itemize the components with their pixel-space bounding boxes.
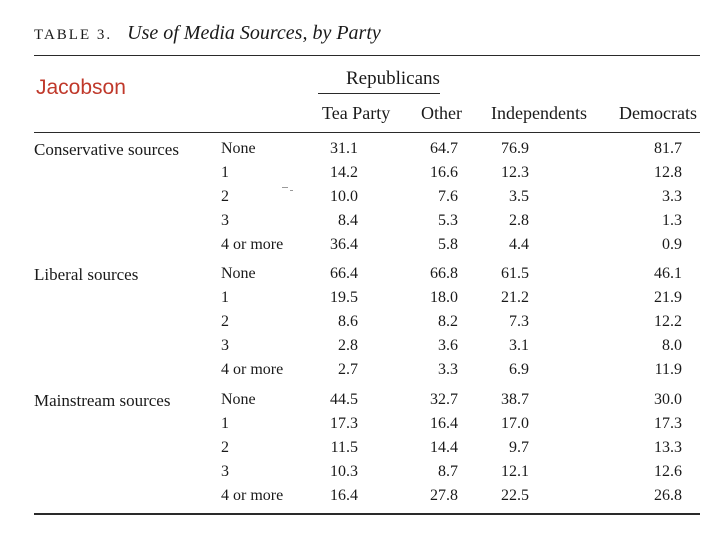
table-cell: 11.5 bbox=[330, 439, 358, 456]
table-cell: 27.8 bbox=[430, 487, 458, 504]
row-label: 1 bbox=[221, 289, 229, 306]
table-cell: 11.9 bbox=[654, 361, 682, 378]
table-cell: 8.0 bbox=[662, 337, 682, 354]
table-cell: 10.0 bbox=[330, 188, 358, 205]
table-cell: 66.4 bbox=[330, 265, 358, 282]
group-label: Conservative sources bbox=[34, 140, 179, 159]
column-heading-independents: Independents bbox=[491, 103, 587, 123]
header-rule bbox=[34, 132, 700, 133]
table-cell: 2.8 bbox=[338, 337, 358, 354]
table-cell: 17.0 bbox=[501, 415, 529, 432]
table-cell: 0.9 bbox=[662, 236, 682, 253]
table-cell: 38.7 bbox=[501, 391, 529, 408]
table-cell: 44.5 bbox=[330, 391, 358, 408]
table-caption bbox=[34, 22, 381, 45]
row-label: 4 or more bbox=[221, 487, 284, 504]
table-cell: 8.2 bbox=[438, 313, 458, 330]
table-cell: 6.9 bbox=[509, 361, 529, 378]
table-cell: 64.7 bbox=[430, 140, 458, 157]
table-cell: 26.8 bbox=[654, 487, 682, 504]
table-cell: 81.7 bbox=[654, 140, 682, 157]
table-cell: 10.3 bbox=[330, 463, 358, 480]
table-cell: 3.1 bbox=[509, 337, 529, 354]
spanner-heading: Republicans bbox=[346, 68, 440, 89]
table-cell: 8.6 bbox=[338, 313, 358, 330]
table-cell: 61.5 bbox=[501, 265, 529, 282]
table-cell: 22.5 bbox=[501, 487, 529, 504]
row-label: None bbox=[221, 265, 256, 282]
table-cell: 18.0 bbox=[430, 289, 458, 306]
table-cell: 31.1 bbox=[330, 140, 358, 157]
scan-mark bbox=[290, 190, 293, 191]
table-cell: 7.6 bbox=[438, 188, 458, 205]
table-cell: 32.7 bbox=[430, 391, 458, 408]
row-label: 2 bbox=[221, 439, 229, 456]
table-cell: 16.4 bbox=[430, 415, 458, 432]
column-heading-democrats: Democrats bbox=[619, 103, 697, 123]
row-label: 2 bbox=[221, 313, 229, 330]
table-cell: 8.4 bbox=[338, 212, 358, 229]
row-label: None bbox=[221, 140, 256, 157]
spanner-rule bbox=[318, 93, 440, 94]
table-cell: 16.4 bbox=[330, 487, 358, 504]
table-cell: 3.6 bbox=[438, 337, 458, 354]
table-cell: 4.4 bbox=[509, 236, 529, 253]
scan-mark bbox=[282, 187, 288, 188]
group-label: Liberal sources bbox=[34, 265, 139, 284]
table-cell: 14.4 bbox=[430, 439, 458, 456]
row-label: 1 bbox=[221, 164, 229, 181]
table-cell: 2.8 bbox=[509, 212, 529, 229]
table-cell: 9.7 bbox=[509, 439, 529, 456]
table-cell: 46.1 bbox=[654, 265, 682, 282]
table-cell: 21.9 bbox=[654, 289, 682, 306]
row-label: 2 bbox=[221, 188, 229, 205]
table-title: Use of Media Sources, by Party bbox=[127, 22, 381, 44]
table-cell: 76.9 bbox=[501, 140, 529, 157]
top-rule bbox=[34, 55, 700, 56]
table-cell: 3.3 bbox=[438, 361, 458, 378]
bottom-rule bbox=[34, 513, 700, 515]
column-heading-other: Other bbox=[421, 103, 462, 123]
table-cell: 12.1 bbox=[501, 463, 529, 480]
author-label: Jacobson bbox=[36, 76, 126, 99]
table-cell: 19.5 bbox=[330, 289, 358, 306]
table-label: TABLE 3. bbox=[34, 27, 113, 43]
table-cell: 16.6 bbox=[430, 164, 458, 181]
row-label: 3 bbox=[221, 212, 229, 229]
table-cell: 3.3 bbox=[662, 188, 682, 205]
table-cell: 12.2 bbox=[654, 313, 682, 330]
table-cell: 7.3 bbox=[509, 313, 529, 330]
row-label: 3 bbox=[221, 463, 229, 480]
table-cell: 12.8 bbox=[654, 164, 682, 181]
table-cell: 30.0 bbox=[654, 391, 682, 408]
table-cell: 14.2 bbox=[330, 164, 358, 181]
table-cell: 21.2 bbox=[501, 289, 529, 306]
table-cell: 12.3 bbox=[501, 164, 529, 181]
column-heading-tea-party: Tea Party bbox=[322, 103, 391, 123]
table-cell: 66.8 bbox=[430, 265, 458, 282]
row-label: 1 bbox=[221, 415, 229, 432]
table-cell: 13.3 bbox=[654, 439, 682, 456]
table-cell: 17.3 bbox=[330, 415, 358, 432]
table-cell: 2.7 bbox=[338, 361, 358, 378]
row-label: 3 bbox=[221, 337, 229, 354]
row-label: None bbox=[221, 391, 256, 408]
row-label: 4 or more bbox=[221, 361, 284, 378]
group-label: Mainstream sources bbox=[34, 391, 171, 410]
table-cell: 17.3 bbox=[654, 415, 682, 432]
table-cell: 5.3 bbox=[438, 212, 458, 229]
table-cell: 8.7 bbox=[438, 463, 458, 480]
table-cell: 3.5 bbox=[509, 188, 529, 205]
table-cell: 36.4 bbox=[330, 236, 358, 253]
table-cell: 12.6 bbox=[654, 463, 682, 480]
row-label: 4 or more bbox=[221, 236, 284, 253]
table-cell: 5.8 bbox=[438, 236, 458, 253]
table-cell: 1.3 bbox=[662, 212, 682, 229]
